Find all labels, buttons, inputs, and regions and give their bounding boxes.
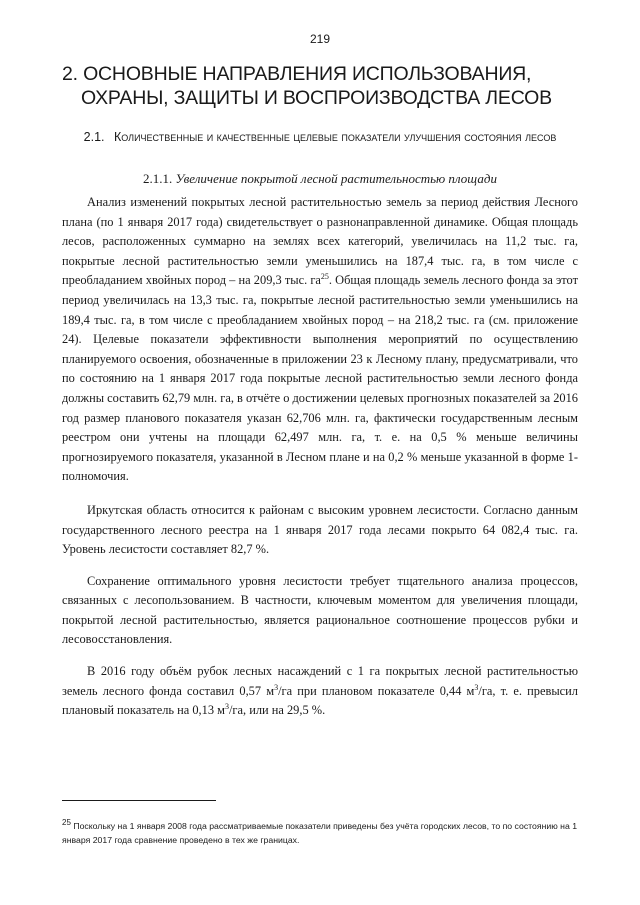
paragraph-4-part-b: /га при плановом показателе 0,44 м [278, 683, 475, 698]
superscript-3: 3 [274, 682, 279, 692]
footnote-text: Поскольку на 1 января 2008 года рассматриваемые показатели приведены без учёта городских лесов, то по состоянию на 1 января 2017 года сравнение проведено в тех же границах. [62, 821, 578, 845]
paragraph-4-part-c: /га, т. е. превысил плановый показатель на 0,13 м [62, 683, 578, 718]
subsubsection-heading [62, 170, 578, 188]
paragraph-4-part-a: В 2016 году объём рубок лесных насаждений с 1 га покрытых лесной растительностью земель лесного фонда составил 0,57 м [62, 664, 578, 698]
paragraph-1-part-a: Анализ изменений покрытых лесной растительностью земель за период действия Лесного плана (по 1 января 2017 года) свидетельствует о разнонаправленной динамике. Общая площадь лесов, расположенных суммарно на землях всех категорий, увеличилась на 11,2 тыс. га, покрытые лесной растительностью земли уменьшились на 187,4 тыс. га, в том числе с преобладанием хвойных пород – на 209,3 тыс. га [62, 195, 578, 288]
superscript-3: 3 [224, 702, 229, 712]
paragraph-1 [62, 193, 578, 487]
section-heading-line2: ОХРАНЫ, ЗАЩИТЫ И ВОСПРОИЗВОДСТВА ЛЕСОВ [81, 87, 552, 109]
subsubsection-number: 2.1.1. [143, 171, 173, 186]
superscript-3: 3 [474, 682, 479, 692]
paragraph-3: Сохранение оптимального уровня лесистости требует тщательного анализа процессов, связанных с лесопользованием. В частности, ключевым моментом для увеличения площади, покрытой лесной растительностью, является рациональное соотношение процессов рубки и лесовосстановления. [62, 573, 578, 647]
subsection-title: Количественные и качественные целевые показатели улучшения состояния лесов [114, 130, 557, 144]
paragraph-4 [62, 662, 578, 721]
section-heading-line1: 2. ОСНОВНЫЕ НАПРАВЛЕНИЯ ИСПОЛЬЗОВАНИЯ, [62, 63, 532, 85]
subsection-number: 2.1. [83, 130, 105, 144]
footnote-separator [62, 800, 216, 801]
paragraph-2: Иркутская область относится к районам с высоким уровнем лесистости. Согласно данным государственного лесного реестра на 1 января 2017 года лесами покрыто 64 082,4 тыс. га. Уровень лесистости составляет 82,7 %. [62, 502, 578, 557]
footnote [62, 819, 578, 847]
subsection-heading [62, 127, 578, 147]
footnote-reference[interactable]: 25 [320, 272, 329, 282]
page-number: 219 [309, 32, 331, 46]
body-text [62, 193, 578, 733]
footnote-mark: 25 [62, 818, 71, 828]
section-heading [62, 62, 602, 110]
paragraph-4-part-d: /га, или на 29,5 %. [228, 703, 326, 718]
paragraph-1-part-b: . Общая площадь земель лесного фонда за этот период увеличилась на 13,3 тыс. га, покрытые лесной растительностью земли уменьшились на 189,4 тыс. га, в том числе с преобладанием хвойных пород – на 218,2 тыс. га (см. приложение 24). Целевые показатели эффективности выполнения мероприятий по осуществлению планируемого освоения, обозначенные в приложении 23 к Лесному плану, предусматривали, что по состоянию на 1 января 2017 года покрытые лесной растительностью земли лесного фонда должны составить 62,79 млн. га, в отчёте о достижении целевых прогнозных показателей за 2016 год размер планового показателя указан 62,706 млн. га, фактически государственным лесным реестром они учтены на площади 62,497 млн. га, т. е. на 0,5 % меньше величины прогнозируемого показателя, указанной в Лесном плане и на 0,2 % меньше указанной в форме 1-полномочия. [62, 273, 578, 484]
subsubsection-title: Увеличение покрытой лесной растительностью площади [175, 171, 497, 186]
